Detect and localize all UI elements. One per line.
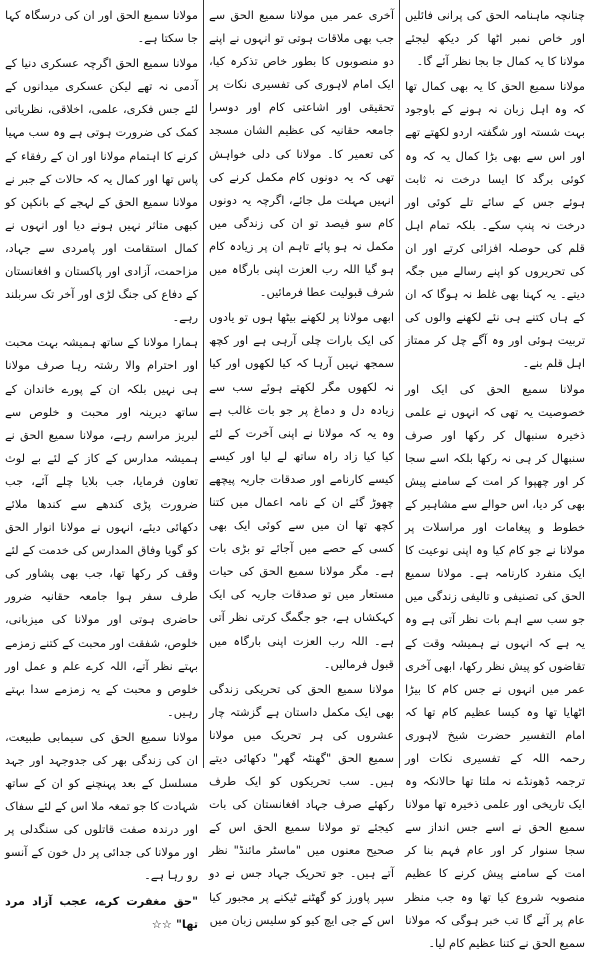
paragraph: چنانچہ ماہنامہ الحق کی پرانی فائلیں اور خاص نمبر اٹھا کر دیکھ لیجئے مولانا کا یہ کمال جا بجا نظر آئے گا۔ [405, 8, 585, 69]
paragraph: ابھی مولانا پر لکھنے بیٹھا ہوں تو یادوں کی ایک بارات چلی آرہی ہے اور کچھ سمجھ نہیں آرہا کہ کیا لکھوں اور کیا نہ لکھوں مگر لکھتے ہوئے سب سے زیادہ دل و دماغ پر جو بات غالب ہے وہ یہ کہ مولانا نے اپنی آخرت کے لئے کیا کیا زاد راہ ساتھ لے لیا اور کیسے کیسے کارنامے اور صدقات جاریہ پیچھے چھوڑ گئے ان کے نامہ اعمال میں کتنا کچھ تھا ان میں سے کوئی ایک بھی کسی کے حصے میں آجائے تو بڑی بات ہے۔ مگر مولانا سمیع الحق کی حیات مستعار میں تو صدقات جاریہ کی ایک کہکشاں ہے، جو جگمگ کرتی نظر آتی ہے۔ اللہ رب العزت اپنی بارگاہ میں قبول فرمالیں۔ [209, 310, 394, 671]
paragraph: مولانا سمیع الحق اگرچہ عسکری دنیا کے آدمی نہ تھے لیکن عسکری میدانوں کے لئے جس فکری، علمی، اخلاقی، نظریاتی کمک کی ضرورت ہوتی ہے وہ سب مہیا کرنے کا اہتمام مولانا اور ان کے رفقاء کے پاس تھا اور کمال یہ کہ حالات کے جبر نے مولانا سمیع الحق کے لہجے کے بانکپن کو کبھی متاثر نہیں ہونے دیا اور انہوں نے کمال استقامت اور پامردی سے جہاد، مزاحمت، آزادی اور پاکستان و افغانستان کے دفاع کی جنگ لڑی اور آخر تک سربلند رہے۔ [5, 56, 198, 325]
paragraph: مولانا سمیع الحق کی ایک اور خصوصیت یہ تھی کہ انہوں نے علمی ذخیرہ سنبھال کر رکھا اور صرف سنبھال کر ہی نہ رکھا بلکہ اسے سجا کر اور چھپوا کر امت کے سامنے پیش بھی کر دیا، اس حوالے سے مشاہیر کے خطوط و پیغامات اور مراسلات پر مولانا نے جو کام کیا وہ اپنی نوعیت کا ایک منفرد کارنامہ ہے۔ مولانا سمیع الحق کی تصنیفی و تالیفی زندگی میں جو سب سے اہم بات نظر آتی ہے وہ یہ ہے کہ انہوں نے ہمیشہ وقت کے تقاضوں کو پیش نظر رکھا، ابھی آخری عمر میں انہوں نے جس کام کا بیڑا اٹھایا تھا وہ کیسا عظیم کام تھا کہ امام التفسیر حضرت شیخ لاہوری رحمہ اللہ کے تفسیری نکات اور ترجمہ ڈھونڈے نہ ملتا تھا حالانکہ وہ ایک تاریخی اور علمی ذخیرہ تھا مولانا سمیع الحق نے اسے جس انداز سے سجا سنوار کر اور عام فہم بنا کر امت کے سامنے پیش کرنے کا عظیم منصوبہ شروع کیا تھا وہ جب منظر عام پر آئے گا تب خبر ہوگی کہ مولانا سمیع الحق نے کتنا عظیم کام لیا۔ [405, 381, 585, 950]
closing-verse: "حق مغفرت کرے، عجب آزاد مرد تھا" ☆☆ [5, 893, 198, 931]
column-middle [204, 0, 399, 927]
paragraph: آخری عمر میں مولانا سمیع الحق سے جب بھی ملاقات ہوتی تو انہوں نے اپنے دو منصوبوں کا بطور خاص تذکرہ کیا، ایک امام لاہوری کی تفسیری نکات پر تحقیقی اور اشاعتی کام اور دوسرا جامعہ حقانیہ کی عظیم الشان مسجد کی تعمیر کا۔ مولانا کی دلی خواہش تھی کہ یہ دونوں کام مکمل کرنے کی انہیں مہلت مل جائے، اگرچہ یہ دونوں کام سو فیصد تو ان کی زندگی میں مکمل نہ ہو پائے تاہم ان پر زیادہ کام ہو گیا اللہ رب العزت اپنی بارگاہ میں شرف قبولیت عطا فرمائیں۔ [209, 8, 394, 300]
column-right [400, 0, 590, 950]
paragraph: ہمارا مولانا کے ساتھ ہمیشہ بہت محبت اور احترام والا رشتہ رہا صرف مولانا ہی نہیں بلکہ ان کے پورے خاندان کے ساتھ دیرینہ اور محبت و خلوص سے لبریز مراسم رہے، مولانا سمیع الحق نے ہمیشہ مدارس کے کاز کے لئے بے لوث تعاون فرمایا، جب بلایا چلے آئے، جب ضرورت پڑی کندھے سے کندھا ملائے دکھائی دیئے، انہوں نے مولانا انوار الحق کو گویا وفاق المدارس کی خدمت کے لئے وقف کر رکھا تھا، جب بھی پشاور کی طرف سفر ہوا جامعہ حقانیہ ضرور حاضری ہوتی اور مولانا کی میزبانی، خلوص، شفقت اور محبت کے کتنے زمزمے بہتے نظر آتے، اللہ کرے علم و عمل اور خلوص و محبت کے یہ زمزمے سدا بہتے رہیں۔ [5, 335, 198, 719]
paragraph: مولانا سمیع الحق اور ان کی درسگاہ کہا جا سکتا ہے۔ [5, 8, 198, 46]
paragraph: مولانا سمیع الحق کی سیمابی طبیعت، ان کی زندگی بھر کی جدوجہد اور جہد مسلسل کے بعد پہنچنے کو ان کے ساتھ شہادت کا جو تمغہ ملا اس کے لئے سفاک اور درندہ صفت قاتلوں کی سنگدلی پر اور مولانا کی جدائی پر دل خون کے آنسو رو رہا ہے۔ [5, 729, 198, 883]
column-left [0, 0, 203, 931]
paragraph: مولانا سمیع الحق کا یہ بھی کمال تھا کہ وہ اہل زبان نہ ہونے کے باوجود بہت شستہ اور شگفتہ اردو لکھتے تھے اور اس سے بھی بڑا کمال یہ کہ وہ کوئی برگد کا ایسا درخت نہ ثابت ہوئے جس کے سائے تلے کوئی اور درخت نہ پنپ سکے۔ بلکہ تمام اہل قلم کی حوصلہ افزائی کرتے اور ان کی تحریروں کو اپنے رسالے میں جگہ دیتے۔ یہ کہنا بھی غلط نہ ہوگا کہ ان کے ہاں کتنے ہی نئے لکھنے والوں کی تربیت ہوئی اور وہ آگے چل کر ممتاز اہل قلم بنے۔ [405, 79, 585, 371]
paragraph: مولانا سمیع الحق کی تحریکی زندگی بھی ایک مکمل داستان ہے گزشتہ چار عشروں کی ہر تحریک میں مولانا سمیع الحق "گھنٹہ گھر" دکھائی دیتے ہیں۔ سب تحریکوں کو ایک طرف رکھئے صرف جہاد افغانستان کی بات کیجئے تو مولانا سمیع الحق اس کے صحیح معنوں میں "ماسٹر مائنڈ" نظر آتے ہیں۔ جو تحریک جہاد جس نے دو سپر پاورز کو گھٹنے ٹیکنے پر مجبور کیا اس کے جی ایچ کیو کو سلیس زبان میں [209, 681, 394, 927]
